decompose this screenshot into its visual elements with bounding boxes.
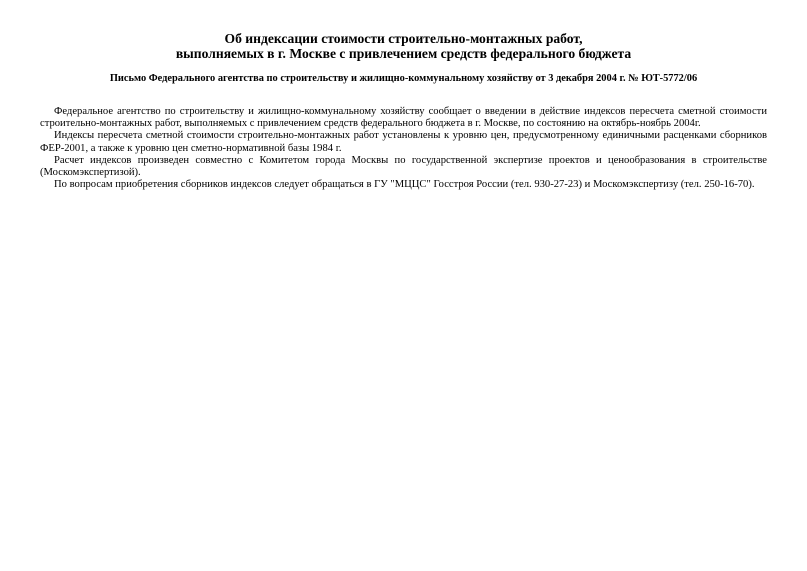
- paragraph-3: Расчет индексов произведен совместно с Комитетом города Москвы по государственной экспертизе проектов и ценообразования в строительстве (Москомэкспертизой).: [40, 154, 767, 179]
- paragraph-4: По вопросам приобретения сборников индексов следует обращаться в ГУ "МЦЦС" Госстроя России (тел. 930-27-23) и Москомэкспертизу (тел. 250-16-70).: [54, 179, 755, 191]
- title-line-1: Об индексации стоимости строительно-монтажных работ,: [224, 31, 583, 46]
- document-title: [0, 31, 807, 61]
- paragraph-2: Индексы пересчета сметной стоимости строительно-монтажных работ установлены к уровню цен, предусмотренному единичными расценками сборников ФЕР-2001, а также к уровню цен сметно-нормативной базы 1984 г.: [40, 130, 767, 154]
- document-subtitle: Письмо Федерального агентства по строительству и жилищно-коммунальному хозяйству от 3 декабря 2004 г. № ЮТ-5772/06: [109, 73, 698, 84]
- document-body: [40, 106, 767, 191]
- paragraph-1: Федеральное агентство по строительству и жилищно-коммунальному хозяйству сообщает о введении в действие индексов пересчета сметной стоимости строительно-монтажных работ, выполняемых с привлечением средств федерального бюджета в г. Москве, по состоянию на октябрь-ноябрь 2004г.: [40, 106, 767, 130]
- title-line-2: выполняемых в г. Москве с привлечением средств федерального бюджета: [175, 46, 632, 61]
